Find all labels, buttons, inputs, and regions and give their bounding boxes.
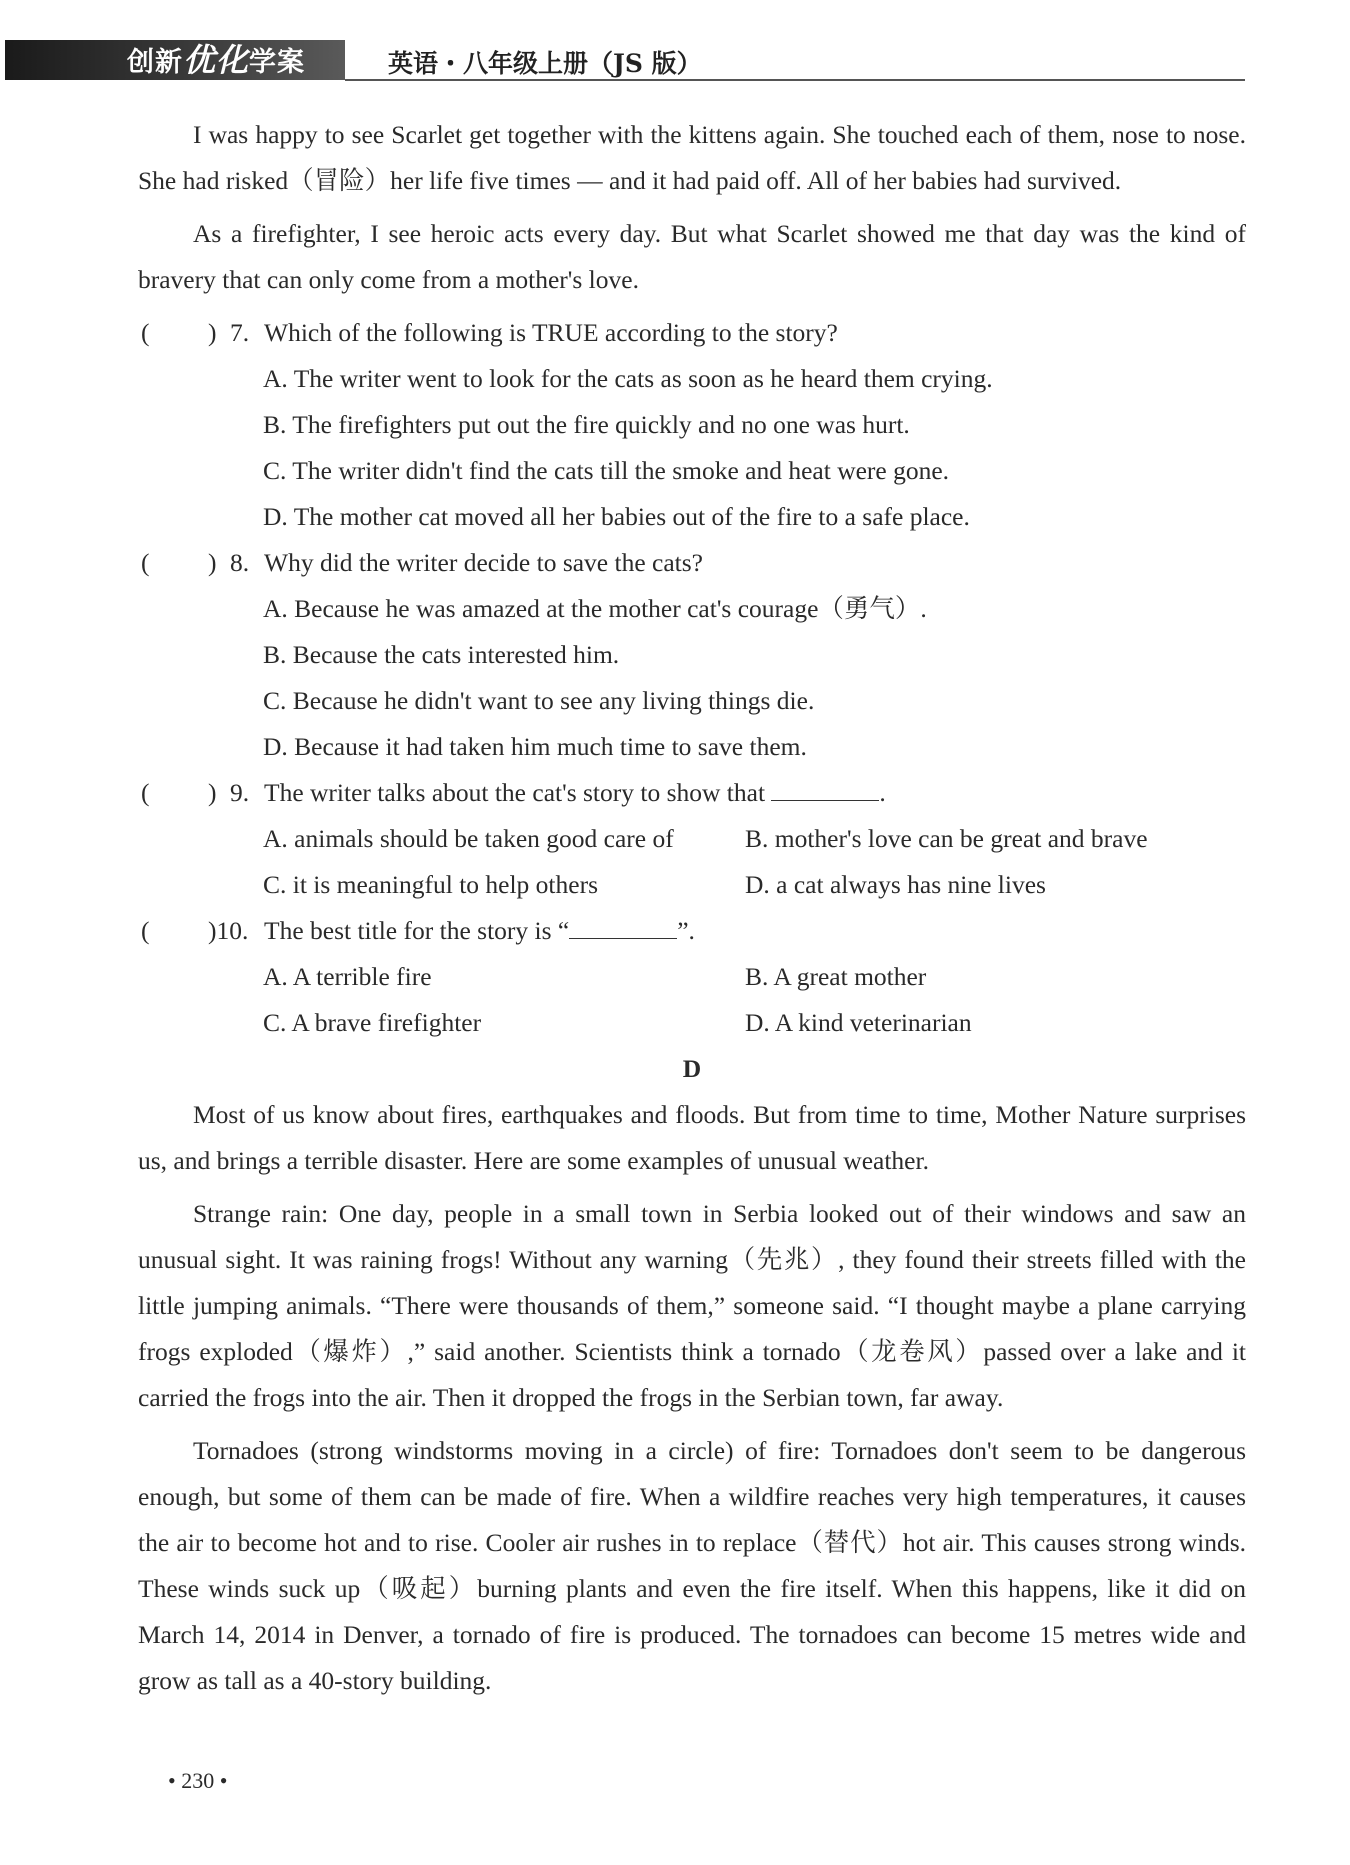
answer-paren-open: ( xyxy=(141,916,150,945)
story-paragraph: I was happy to see Scarlet get together with the kittens again. She touched each of them, nose to nose. She had risked（冒险）her life five times — and it had paid off. All of her babies had survived. xyxy=(138,120,1246,195)
page-header xyxy=(0,40,1350,88)
question-text: Why did the writer decide to save the cats? xyxy=(264,548,703,577)
page-number: • 230 • xyxy=(168,1768,228,1793)
question-10 xyxy=(138,908,1246,1046)
option-c: C. it is meaningful to help others xyxy=(263,870,598,899)
question-stem-end: . xyxy=(879,778,886,807)
answer-paren-close: ) xyxy=(208,778,217,807)
page-content xyxy=(138,112,1246,1711)
question-stem xyxy=(138,540,1246,586)
question-number: )10. xyxy=(208,916,249,945)
option-row xyxy=(138,954,1246,1000)
question-9 xyxy=(138,770,1246,908)
question-text xyxy=(264,908,695,954)
answer-blank[interactable] xyxy=(771,776,879,801)
answer-paren-open: ( xyxy=(141,548,150,577)
option-d: D. The mother cat moved all her babies out of the fire to a safe place. xyxy=(263,502,970,531)
story-paragraph: As a firefighter, I see heroic acts every day. But what Scarlet showed me that day was the kind of bravery that can only come from a mother's love. xyxy=(138,219,1246,294)
option-c: C. The writer didn't find the cats till the smoke and heat were gone. xyxy=(263,456,950,485)
option-a: A. animals should be taken good care of xyxy=(263,824,674,853)
question-stem-text: The best title for the story is “ xyxy=(264,916,570,945)
question-stem-text: The writer talks about the cat's story to show that xyxy=(264,778,766,807)
option-row xyxy=(138,816,1246,862)
question-text: Which of the following is TRUE according to the story? xyxy=(264,318,838,347)
question-stem-end: ”. xyxy=(677,916,695,945)
question-7 xyxy=(138,310,1246,540)
option-a: A. The writer went to look for the cats as soon as he heard them crying. xyxy=(263,364,993,393)
option-b: B. mother's love can be great and brave xyxy=(745,824,1148,853)
brand-text-post: 学案 xyxy=(249,47,306,78)
book-title: 英语・八年级上册（JS 版） xyxy=(388,49,702,78)
option-d: D. a cat always has nine lives xyxy=(745,870,1046,899)
option-b: B. A great mother xyxy=(745,962,927,991)
brand-banner xyxy=(5,40,345,80)
option-b: B. The firefighters put out the fire quickly and no one was hurt. xyxy=(263,410,910,439)
question-stem xyxy=(138,310,1246,356)
question-text xyxy=(264,770,886,816)
section-paragraph: Tornadoes (strong windstorms moving in a circle) of fire: Tornadoes don't seem to be dangerous enough, but some of them can be made of fire. When a wildfire reaches very high temperatures, it causes the air to become hot and to rise. Cooler air rushes in to replace（替代）hot air. This causes strong winds. These winds suck up（吸起）burning plants and even the fire itself. When this happens, like it did on March 14, 2014 in Denver, a tornado of fire is produced. The tornadoes can become 15 metres wide and grow as tall as a 40-story building. xyxy=(138,1436,1246,1695)
answer-paren-close: ) xyxy=(208,318,217,347)
option-a: A. Because he was amazed at the mother cat's courage（勇气）. xyxy=(263,594,927,623)
section-paragraph: Most of us know about fires, earthquakes and floods. But from time to time, Mother Nature surprises us, and brings a terrible disaster. Here are some examples of unusual weather. xyxy=(138,1100,1246,1175)
answer-blank[interactable] xyxy=(569,914,677,939)
option-a: A. A terrible fire xyxy=(263,962,432,991)
answer-paren-close: ) xyxy=(208,548,217,577)
option-b: B. Because the cats interested him. xyxy=(263,640,620,669)
question-number: 9. xyxy=(230,778,250,807)
section-heading: D xyxy=(682,1054,702,1083)
brand-text-accent: 优化 xyxy=(183,41,250,79)
question-number: 8. xyxy=(230,548,250,577)
header-rule xyxy=(345,79,1245,81)
option-d: D. Because it had taken him much time to save them. xyxy=(263,732,807,761)
option-row xyxy=(138,862,1246,908)
answer-paren-open: ( xyxy=(141,318,150,347)
brand-text-pre: 创新 xyxy=(127,47,183,78)
option-d: D. A kind veterinarian xyxy=(745,1008,972,1037)
option-row xyxy=(138,1000,1246,1046)
answer-paren-open: ( xyxy=(141,778,150,807)
question-8 xyxy=(138,540,1246,770)
question-stem xyxy=(138,770,1246,816)
section-paragraph: Strange rain: One day, people in a small town in Serbia looked out of their windows and saw an unusual sight. It was raining frogs! Without any warning（先兆）, they found their streets filled with the little jumping animals. “There were thousands of them,” someone said. “I thought maybe a plane carrying frogs exploded（爆炸）,” said another. Scientists think a tornado（龙卷风）passed over a lake and it carried the frogs into the air. Then it dropped the frogs in the Serbian town, far away. xyxy=(138,1199,1246,1412)
option-c: C. Because he didn't want to see any living things die. xyxy=(263,686,815,715)
question-stem xyxy=(138,908,1246,954)
option-c: C. A brave firefighter xyxy=(263,1008,482,1037)
question-number: 7. xyxy=(230,318,250,347)
